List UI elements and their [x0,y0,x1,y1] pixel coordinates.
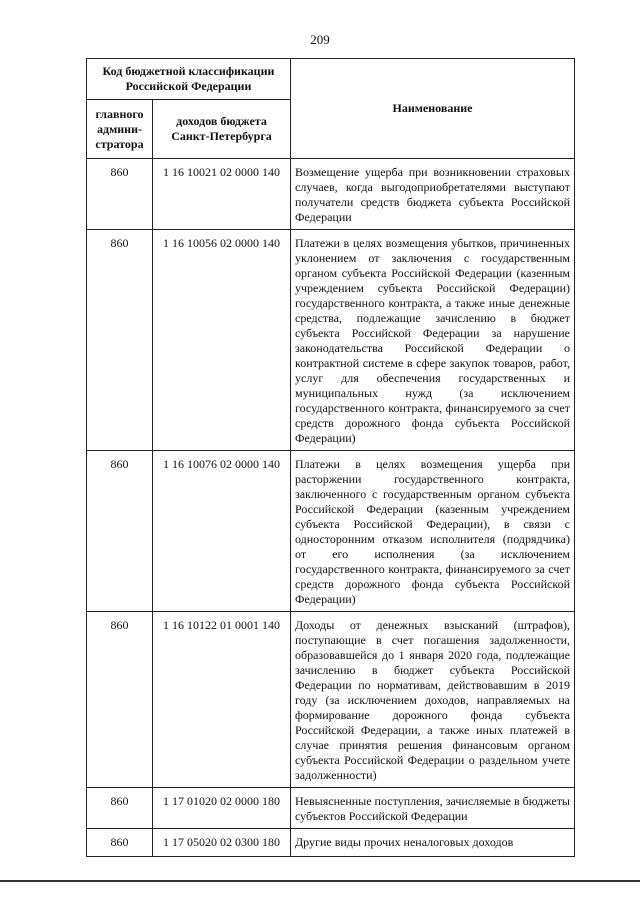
name-cell: Платежи в целях возмещения убытков, причиненных уклонением от заключения с государственным органом субъекта Российской Федерации (казенным учреждением субъекта Российской Федерации) государственного контракта, а также иные денежные средства, подлежащие зачислению в бюджет субъекта Российской Федерации за нарушение законодательства Российской Федерации о контрактной системе в сфере закупок товаров, работ, услуг для обеспечения государственных и муниципальных нужд (за исключением государственного контракта, финансируемого за счет средств дорожного фонда субъекта Российской Федерации) [291,230,575,451]
table-row [87,159,575,230]
admin-code-cell: 860 [87,829,153,857]
table-row [87,230,575,451]
admin-code-cell: 860 [87,451,153,612]
page-number: 209 [310,32,330,47]
income-code-cell: 1 17 05020 02 0300 180 [153,829,291,857]
header-group-budget-code: Код бюджетной классификации Российской Федерации [87,59,291,100]
admin-code-cell: 860 [87,788,153,829]
table-row [87,829,575,857]
header-income: доходов бюджета Санкт-Петербурга [153,100,291,159]
header-admin: главного админи-стратора [87,100,153,159]
income-code-cell: 1 17 01020 02 0000 180 [153,788,291,829]
name-cell: Возмещение ущерба при возникновении страховых случаев, когда выгодоприобретателями выступают получатели средств бюджета субъекта Российской Федерации [291,159,575,230]
income-code-cell: 1 16 10076 02 0000 140 [153,451,291,612]
table-row [87,451,575,612]
table-row [87,788,575,829]
name-cell: Доходы от денежных взысканий (штрафов), поступающие в счет погашения задолженности, образовавшейся до 1 января 2020 года, подлежащие зачислению в бюджет субъекта Российской Федерации по нормативам, действовавшим в 2019 году (за исключением доходов, направляемых на формирование дорожного фонда субъекта Российской Федерации, а также иных платежей в случае принятия решения финансовым органом субъекта Российской Федерации о раздельном учете задолженности) [291,612,575,788]
income-code-cell: 1 16 10122 01 0001 140 [153,612,291,788]
admin-code-cell: 860 [87,612,153,788]
admin-code-cell: 860 [87,159,153,230]
income-code-cell: 1 16 10021 02 0000 140 [153,159,291,230]
header-name: Наименование [291,59,575,159]
name-cell: Другие виды прочих неналоговых доходов [291,829,575,857]
header-row-1 [87,59,575,100]
budget-classification-table [86,58,575,857]
admin-code-cell: 860 [87,230,153,451]
footer-rule [0,880,640,882]
income-code-cell: 1 16 10056 02 0000 140 [153,230,291,451]
name-cell: Невыясненные поступления, зачисляемые в бюджеты субъектов Российской Федерации [291,788,575,829]
table-row [87,612,575,788]
name-cell: Платежи в целях возмещения ущерба при расторжении государственного контракта, заключенного с государственным органом субъекта Российской Федерации (казенным учреждением субъекта Российской Федерации), в связи с односторонним отказом исполнителя (подрядчика) от его исполнения (за исключением государственного контракта, финансируемого за счет средств дорожного фонда субъекта Российской Федерации) [291,451,575,612]
